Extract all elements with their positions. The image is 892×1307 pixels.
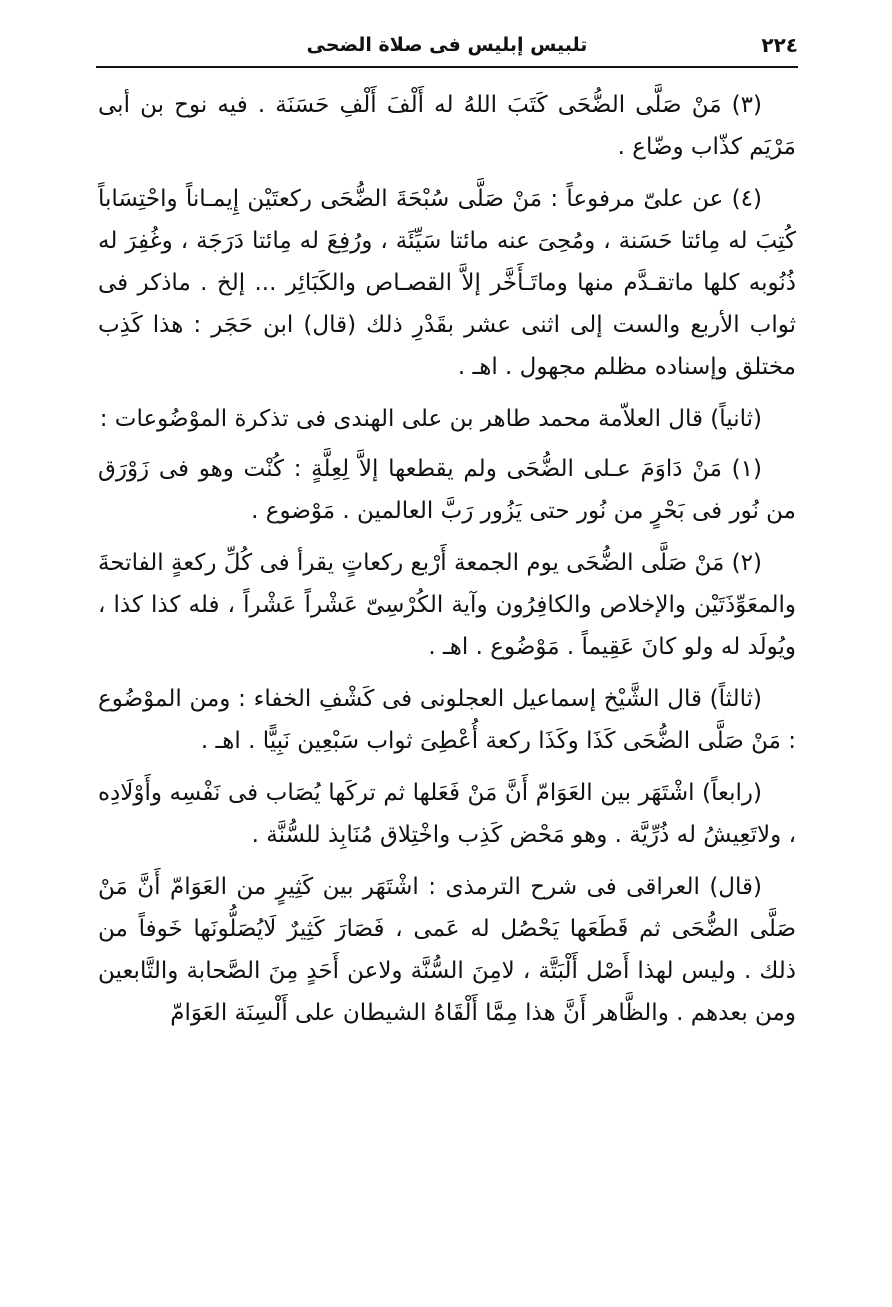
paragraph-3: (ثانياً) قال العلاّمة محمد طاهر بن على الهندى فى تذكرة الموْضُوعات :	[99, 406, 762, 432]
paragraph-1: (٣) مَنْ صَلَّى الضُّحَى كَتَبَ اللهُ له أَلْفَ أَلْفِ حَسَنَة . فيه نوح بن أبى مَرْيَم كذّاب وضّاع .	[98, 92, 796, 160]
paragraph-5: (٢) مَنْ صَلَّى الضُّحَى يوم الجمعة أَرْبع ركعاتٍ يقرأ فى كُلِّ ركعةٍ الفاتحةَ والمعَوِّذَتَيْن والإخلاص والكافِرُون وآية الكُرْسِىّ عَشْراً عَشْراً ، فله كذا كذا ، ويُولَد له ولو كانَ عَقِيماً . مَوْضُوع . اهـ .	[98, 550, 796, 660]
header-rule	[96, 66, 798, 68]
paragraph-4: (١) مَنْ دَاوَمَ عـلى الضُّحَى ولم يقطعها إلاَّ لِعِلَّةٍ : كُنْت وهو فى زَوْرَق من نُور فى بَحْرٍ من نُور حتى يَزُور رَبَّ العالمين . مَوْضوع .	[98, 456, 796, 524]
running-title: تلبيس إبليس فى صلاة الضحى	[306, 34, 588, 56]
page-header	[96, 28, 798, 62]
paragraph-8: (قال) العراقى فى شرح الترمذى : اشْتَهَر بين كَثِيرٍ من العَوَامّ أَنَّ مَنْ صَلَّى الضُّحَى ثم قَطَعَها يَحْصُل له عَمى ، فَصَارَ كَثِيرٌ لَايُصَلُّونَها خَوفاً من ذلك . وليس لهذا أَصْل أَلْبَتَّة ، لامِنَ السُّنَّة ولاعن أَحَدٍ مِنَ الصَّحابة والتَّابعين ومن بعدهم . والظَّاهر أَنَّ هذا مِمَّا أَلْقَاهُ الشيطان على أَلْسِنَة العَوَامّ	[98, 874, 796, 1026]
paragraph-6: (ثالثاً) قال الشَّيْخ إسماعيل العجلونى فى كَشْفِ الخفاء : ومن الموْضُوع : مَنْ صَلَّى الضُّحَى كَذَا وكَذَا ركعة أُعْطِىَ ثواب سَبْعِين نَبِيًّا . اهـ .	[98, 686, 796, 754]
paragraph-7: (رابعاً) اشْتَهَر بين العَوَامّ أَنَّ مَنْ فَعَلها ثم تركَها يُصَاب فى نَفْسِه وأَوْلَادِه ، ولاتَعِيشُ له ذُرِّيَّة . وهو مَحْض كَذِب واخْتِلاق مُنَابِذ للسُّنَّة .	[98, 780, 796, 848]
page-number: ٢٢٤	[761, 33, 798, 57]
paragraph-2: (٤) عن علىّ مرفوعاً : مَنْ صَلَّى سُبْحَةَ الضُّحَى ركعتَيْن إِيمـاناً واحْتِسَاباً كُتِبَ له مِائتا حَسَنة ، ومُحِىَ عنه مائتا سَيِّئَة ، ورُفِعَ له مِائتا دَرَجَة ، وغُفِرَ له ذُنُوبه كلها ماتقـدَّم منها وماتَـأَخَّر إلاَّ القصـاص والكَبَائِر ... إلخ . ماذكر فى ثواب الأربع والست إلى اثنى عشر بقَدْرِ ذلك (قال) ابن حَجَر : هذا كَذِب مختلق وإسناده مظلم مجهول . اهـ .	[98, 186, 796, 380]
body-text	[98, 84, 796, 1044]
